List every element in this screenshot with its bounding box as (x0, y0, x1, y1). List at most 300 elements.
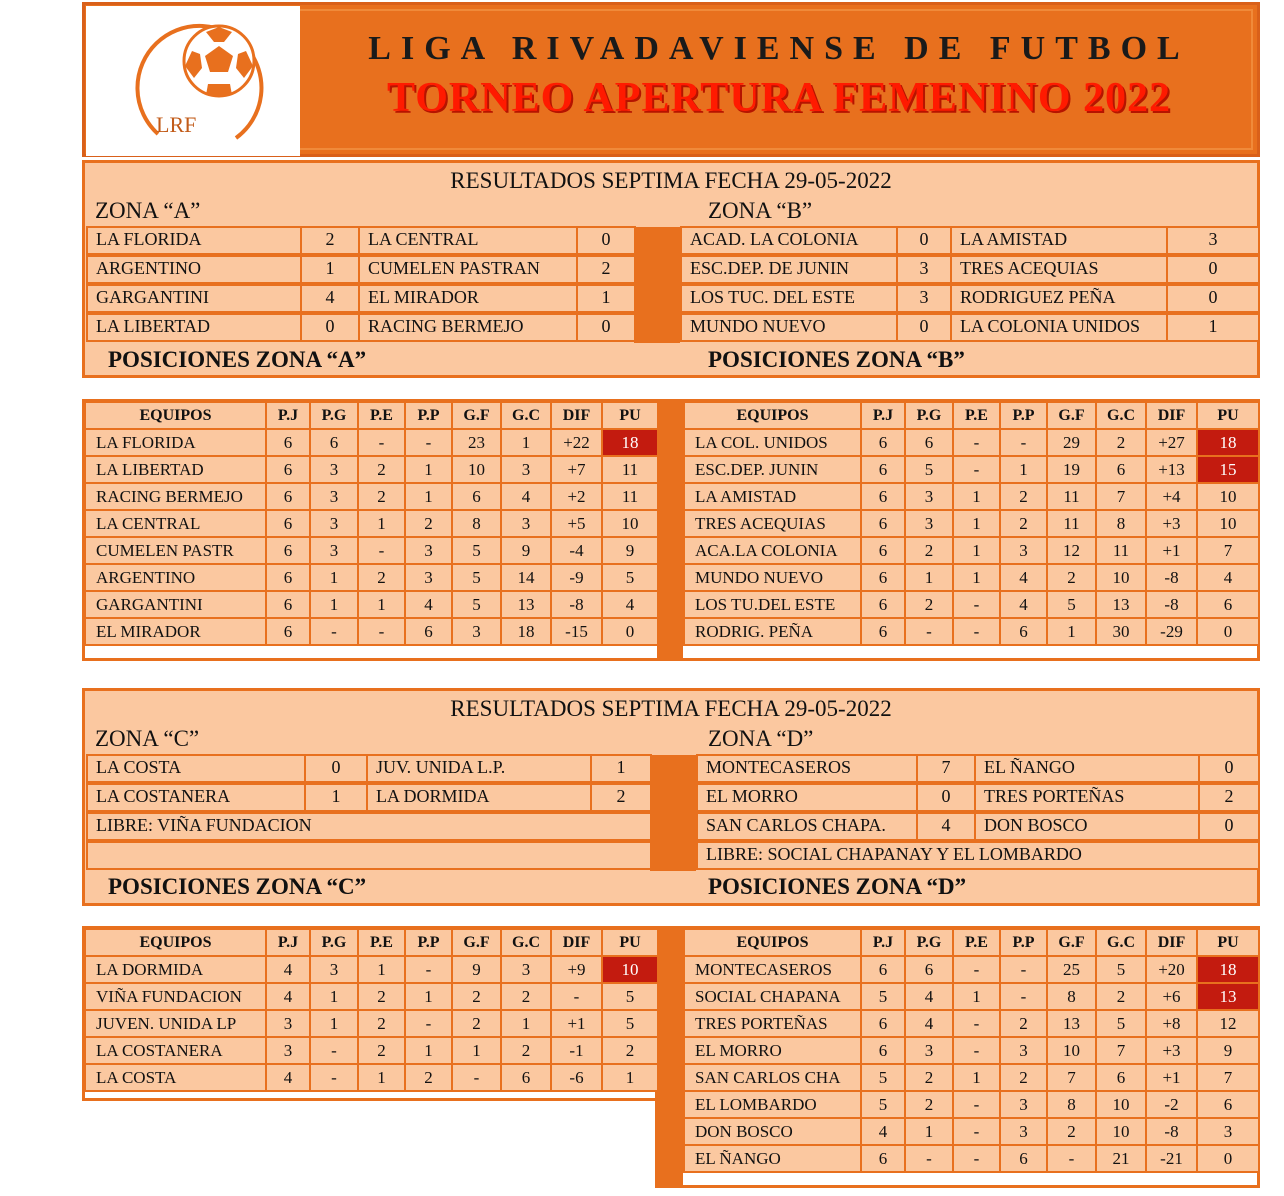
stat-cell: 6 (1000, 618, 1047, 645)
stat-cell: 2 (358, 483, 405, 510)
match-c-home-team: LA COSTANERA (86, 783, 306, 812)
stat-cell: - (1000, 956, 1047, 983)
stat-cell: 3 (1000, 1091, 1047, 1118)
match-b-home-team: LOS TUC. DEL ESTE (680, 284, 898, 313)
team-name: ESC.DEP. JUNIN (684, 456, 861, 483)
match-b-away-team: LA COLONIA UNIDOS (950, 313, 1168, 342)
stat-cell: 10 (1096, 1091, 1146, 1118)
stat-cell: 1 (953, 1064, 1000, 1091)
stat-cell: +3 (1146, 510, 1197, 537)
match-c-away-team: JUV. UNIDA L.P. (366, 754, 592, 783)
table-row (684, 591, 1259, 618)
table-header-row (85, 929, 658, 956)
stat-cell: 7 (1096, 1037, 1146, 1064)
column-header: P.P (405, 402, 452, 429)
positions-d-heading: POSICIONES ZONA “D” (708, 874, 967, 899)
stat-cell: 6 (266, 618, 310, 645)
points-cell: 3 (1197, 1118, 1259, 1145)
match-d-home-score: 4 (916, 812, 976, 841)
stat-cell: 4 (905, 983, 953, 1010)
stat-cell: 5 (1047, 591, 1096, 618)
stat-cell: 2 (1000, 1064, 1047, 1091)
match-b-home-score: 3 (896, 284, 952, 313)
column-header: P.J (266, 929, 310, 956)
stat-cell: +7 (551, 456, 602, 483)
stat-cell: 2 (452, 983, 501, 1010)
positions-a-heading: POSICIONES ZONA “A” (108, 347, 367, 372)
table-row (85, 591, 658, 618)
stat-cell: 6 (452, 483, 501, 510)
stat-cell: 6 (266, 456, 310, 483)
stat-cell: 6 (905, 956, 953, 983)
stat-cell: +1 (551, 1010, 602, 1037)
stat-cell: 10 (1096, 564, 1146, 591)
zone-c-label: ZONA “C” (95, 726, 200, 751)
stat-cell: 1 (501, 1010, 551, 1037)
column-header: G.F (1047, 402, 1096, 429)
match-a-away-team: CUMELEN PASTRAN (358, 255, 578, 284)
match-a-home-team: LA LIBERTAD (86, 313, 302, 342)
stat-cell: 1 (358, 591, 405, 618)
stat-cell: - (310, 618, 358, 645)
stat-cell: 2 (358, 456, 405, 483)
stat-cell: 3 (501, 510, 551, 537)
stat-cell: +20 (1146, 956, 1197, 983)
stat-cell: 1 (1047, 618, 1096, 645)
column-header: PU (602, 929, 658, 956)
stat-cell: 2 (358, 564, 405, 591)
team-name: LA DORMIDA (85, 956, 266, 983)
empty-row (86, 841, 652, 870)
stat-cell: 4 (266, 956, 310, 983)
column-header: DIF (551, 929, 602, 956)
stat-cell: 2 (501, 983, 551, 1010)
match-a-home-team: GARGANTINI (86, 284, 302, 313)
stat-cell: 2 (1000, 510, 1047, 537)
stat-cell: 5 (861, 1064, 905, 1091)
stat-cell: 5 (1096, 1010, 1146, 1037)
stat-cell: +1 (1146, 1064, 1197, 1091)
column-header: PU (602, 402, 658, 429)
stat-cell: -8 (551, 591, 602, 618)
match-a-home-score: 4 (300, 284, 360, 313)
points-cell: 18 (1197, 956, 1259, 983)
stat-cell: 6 (266, 537, 310, 564)
stat-cell: 1 (1000, 456, 1047, 483)
zone-d-label: ZONA “D” (708, 726, 814, 751)
stat-cell: 1 (310, 1010, 358, 1037)
stat-cell: 1 (310, 591, 358, 618)
points-cell: 5 (602, 564, 658, 591)
team-name: LA COSTANERA (85, 1037, 266, 1064)
table-row (684, 1064, 1259, 1091)
stat-cell: 6 (861, 483, 905, 510)
stat-cell: +4 (1146, 483, 1197, 510)
team-name: JUVEN. UNIDA LP (85, 1010, 266, 1037)
stat-cell: - (905, 1145, 953, 1172)
points-cell: 18 (602, 429, 658, 456)
column-header: P.J (861, 402, 905, 429)
points-cell: 4 (602, 591, 658, 618)
team-name: EL MORRO (684, 1037, 861, 1064)
match-c-away-score: 1 (590, 754, 652, 783)
stat-cell: 5 (1096, 956, 1146, 983)
match-d-home-team: SAN CARLOS CHAPA. (696, 812, 918, 841)
match-b-away-score: 0 (1166, 255, 1260, 284)
column-header: P.G (310, 402, 358, 429)
team-name: TRES ACEQUIAS (684, 510, 861, 537)
stat-cell: +3 (1146, 1037, 1197, 1064)
stat-cell: 6 (861, 618, 905, 645)
logo (86, 6, 300, 156)
stat-cell: 8 (1047, 1091, 1096, 1118)
stat-cell: 5 (452, 564, 501, 591)
stat-cell: 19 (1047, 456, 1096, 483)
stat-cell: 3 (405, 537, 452, 564)
stat-cell: 5 (861, 983, 905, 1010)
stat-cell: 6 (501, 1064, 551, 1091)
team-name: MONTECASEROS (684, 956, 861, 983)
column-header: P.P (1000, 402, 1047, 429)
team-name: EL ÑANGO (684, 1145, 861, 1172)
stat-cell: 1 (310, 983, 358, 1010)
stat-cell: 9 (452, 956, 501, 983)
points-cell: 4 (1197, 564, 1259, 591)
stat-cell: 4 (861, 1118, 905, 1145)
match-c-home-team: LA COSTA (86, 754, 306, 783)
stat-cell: 2 (405, 1064, 452, 1091)
table-row (85, 429, 658, 456)
stat-cell: - (953, 1010, 1000, 1037)
stat-cell: 13 (1096, 591, 1146, 618)
divider (650, 755, 696, 871)
table-row (85, 956, 658, 983)
stat-cell: +27 (1146, 429, 1197, 456)
match-a-home-score: 0 (300, 313, 360, 342)
stat-cell: 3 (310, 483, 358, 510)
stat-cell: 2 (1000, 483, 1047, 510)
column-header: DIF (551, 402, 602, 429)
stat-cell: -2 (1146, 1091, 1197, 1118)
stat-cell: +13 (1146, 456, 1197, 483)
table-row (684, 537, 1259, 564)
column-header: EQUIPOS (684, 402, 861, 429)
stat-cell: - (551, 983, 602, 1010)
team-name: LA CENTRAL (85, 510, 266, 537)
match-a-home-score: 1 (300, 255, 360, 284)
stat-cell: +8 (1146, 1010, 1197, 1037)
stat-cell: 3 (310, 456, 358, 483)
table-row (85, 564, 658, 591)
stat-cell: 7 (1047, 1064, 1096, 1091)
stat-cell: 6 (861, 1010, 905, 1037)
stat-cell: 3 (905, 1037, 953, 1064)
match-c-home-score: 0 (304, 754, 368, 783)
stat-cell: 2 (1047, 564, 1096, 591)
stat-cell: +9 (551, 956, 602, 983)
stat-cell: - (1047, 1145, 1096, 1172)
points-cell: 7 (1197, 537, 1259, 564)
table-row (85, 618, 658, 645)
standings-table-d (683, 928, 1260, 1173)
match-a-away-score: 1 (576, 284, 636, 313)
stat-cell: 6 (861, 456, 905, 483)
stat-cell: 10 (1047, 1037, 1096, 1064)
match-a-away-team: LA CENTRAL (358, 226, 578, 255)
stat-cell: +1 (1146, 537, 1197, 564)
stat-cell: 1 (310, 564, 358, 591)
match-c-away-score: 2 (590, 783, 652, 812)
stat-cell: 25 (1047, 956, 1096, 983)
stat-cell: 29 (1047, 429, 1096, 456)
table-row (85, 456, 658, 483)
stat-cell: - (953, 956, 1000, 983)
stat-cell: 2 (501, 1037, 551, 1064)
team-name: EL LOMBARDO (684, 1091, 861, 1118)
stat-cell: - (953, 1037, 1000, 1064)
match-b-away-team: LA AMISTAD (950, 226, 1168, 255)
stat-cell: 1 (452, 1037, 501, 1064)
team-name: ACA.LA COLONIA (684, 537, 861, 564)
stat-cell: 2 (358, 1037, 405, 1064)
stat-cell: +2 (551, 483, 602, 510)
match-c-away-team: LA DORMIDA (366, 783, 592, 812)
points-cell: 9 (602, 537, 658, 564)
table-row (684, 483, 1259, 510)
stat-cell: 1 (405, 1037, 452, 1064)
stat-cell: 1 (358, 1064, 405, 1091)
stat-cell: 5 (905, 456, 953, 483)
stat-cell: 1 (953, 564, 1000, 591)
stat-cell: 5 (861, 1091, 905, 1118)
stat-cell: -1 (551, 1037, 602, 1064)
column-header: P.E (953, 402, 1000, 429)
match-a-away-score: 2 (576, 255, 636, 284)
stat-cell: 10 (1096, 1118, 1146, 1145)
stat-cell: +6 (1146, 983, 1197, 1010)
match-b-home-score: 3 (896, 255, 952, 284)
stat-cell: 10 (452, 456, 501, 483)
column-header: DIF (1146, 929, 1197, 956)
stat-cell: 18 (501, 618, 551, 645)
match-d-away-score: 0 (1198, 812, 1260, 841)
stat-cell: 2 (1047, 1118, 1096, 1145)
libre-c: LIBRE: VIÑA FUNDACION (86, 812, 652, 841)
match-d-away-score: 0 (1198, 754, 1260, 783)
league-title: LIGA RIVADAVIENSE DE FUTBOL (368, 30, 1190, 67)
table-row (684, 983, 1259, 1010)
team-name: RODRIG. PEÑA (684, 618, 861, 645)
match-a-home-score: 2 (300, 226, 360, 255)
stat-cell: 1 (501, 429, 551, 456)
stat-cell: 21 (1096, 1145, 1146, 1172)
points-cell: 0 (1197, 618, 1259, 645)
stat-cell: 13 (1047, 1010, 1096, 1037)
stat-cell: 1 (953, 537, 1000, 564)
stat-cell: 3 (310, 537, 358, 564)
stat-cell: -29 (1146, 618, 1197, 645)
match-d-away-team: TRES PORTEÑAS (974, 783, 1200, 812)
table-row (684, 1145, 1259, 1172)
stat-cell: 6 (405, 618, 452, 645)
stat-cell: - (953, 1118, 1000, 1145)
match-a-away-team: EL MIRADOR (358, 284, 578, 313)
stat-cell: 6 (861, 510, 905, 537)
team-name: LA FLORIDA (85, 429, 266, 456)
column-header: G.C (1096, 402, 1146, 429)
stat-cell: - (953, 456, 1000, 483)
column-header: EQUIPOS (85, 929, 266, 956)
zone-b-label: ZONA “B” (708, 198, 813, 223)
stat-cell: 3 (266, 1010, 310, 1037)
stat-cell: 6 (266, 429, 310, 456)
stat-cell: -8 (1146, 1118, 1197, 1145)
column-header: P.E (953, 929, 1000, 956)
column-header: G.F (1047, 929, 1096, 956)
column-header: EQUIPOS (85, 402, 266, 429)
table-row (684, 564, 1259, 591)
table-row (85, 983, 658, 1010)
stat-cell: 3 (905, 483, 953, 510)
column-header: P.J (861, 929, 905, 956)
team-name: MUNDO NUEVO (684, 564, 861, 591)
stat-cell: -8 (1146, 591, 1197, 618)
match-b-home-score: 0 (896, 226, 952, 255)
team-name: ARGENTINO (85, 564, 266, 591)
table-row (684, 1010, 1259, 1037)
stat-cell: 3 (405, 564, 452, 591)
stat-cell: 2 (358, 1010, 405, 1037)
table-row (684, 456, 1259, 483)
column-header: P.E (358, 402, 405, 429)
stat-cell: 5 (452, 591, 501, 618)
stat-cell: 5 (452, 537, 501, 564)
stat-cell: 3 (501, 956, 551, 983)
table-row (85, 1010, 658, 1037)
match-a-home-team: LA FLORIDA (86, 226, 302, 255)
points-cell: 18 (1197, 429, 1259, 456)
points-cell: 10 (1197, 483, 1259, 510)
stat-cell: 2 (905, 1064, 953, 1091)
match-b-away-team: TRES ACEQUIAS (950, 255, 1168, 284)
stat-cell: - (905, 618, 953, 645)
stat-cell: 3 (1000, 1037, 1047, 1064)
column-header: P.P (1000, 929, 1047, 956)
points-cell: 0 (1197, 1145, 1259, 1172)
points-cell: 7 (1197, 1064, 1259, 1091)
table-row (684, 510, 1259, 537)
points-cell: 2 (602, 1037, 658, 1064)
match-b-away-score: 3 (1166, 226, 1260, 255)
points-cell: 5 (602, 1010, 658, 1037)
stat-cell: 6 (266, 564, 310, 591)
stat-cell: 1 (358, 510, 405, 537)
points-cell: 13 (1197, 983, 1259, 1010)
column-header: EQUIPOS (684, 929, 861, 956)
team-name: VIÑA FUNDACION (85, 983, 266, 1010)
column-header: G.C (1096, 929, 1146, 956)
column-header: G.F (452, 402, 501, 429)
positions-b-heading: POSICIONES ZONA “B” (708, 347, 965, 372)
team-name: LOS TU.DEL ESTE (684, 591, 861, 618)
column-header: P.J (266, 402, 310, 429)
stat-cell: 2 (905, 1091, 953, 1118)
match-a-away-team: RACING BERMEJO (358, 313, 578, 342)
soccer-ball-icon (86, 6, 300, 156)
results-title-cd: RESULTADOS SEPTIMA FECHA 29-05-2022 (450, 696, 892, 721)
stat-cell: 12 (1047, 537, 1096, 564)
standings-table-b (683, 401, 1260, 646)
stat-cell: -21 (1146, 1145, 1197, 1172)
points-cell: 1 (602, 1064, 658, 1091)
stat-cell: 2 (1096, 429, 1146, 456)
stat-cell: 4 (501, 483, 551, 510)
stat-cell: - (953, 591, 1000, 618)
team-name: EL MIRADOR (85, 618, 266, 645)
stat-cell: 13 (501, 591, 551, 618)
stat-cell: 4 (266, 983, 310, 1010)
stat-cell: - (310, 1037, 358, 1064)
stat-cell: 9 (501, 537, 551, 564)
stat-cell: 3 (266, 1037, 310, 1064)
points-cell: 10 (602, 956, 658, 983)
column-header: PU (1197, 929, 1259, 956)
divider (634, 227, 680, 343)
match-b-away-score: 0 (1166, 284, 1260, 313)
table-row (684, 1037, 1259, 1064)
points-cell: 10 (602, 510, 658, 537)
stat-cell: 11 (1047, 483, 1096, 510)
stat-cell: 1 (953, 483, 1000, 510)
positions-c-heading: POSICIONES ZONA “C” (108, 874, 367, 899)
match-b-home-score: 0 (896, 313, 952, 342)
column-header: DIF (1146, 402, 1197, 429)
zone-a-label: ZONA “A” (95, 198, 201, 223)
column-header: G.C (501, 929, 551, 956)
tournament-title: TORNEO APERTURA FEMENINO 2022 (387, 75, 1171, 121)
match-c-home-score: 1 (304, 783, 368, 812)
stat-cell: 6 (310, 429, 358, 456)
match-b-away-score: 1 (1166, 313, 1260, 342)
team-name: TRES PORTEÑAS (684, 1010, 861, 1037)
column-header: G.F (452, 929, 501, 956)
stat-cell: -6 (551, 1064, 602, 1091)
stat-cell: 3 (310, 956, 358, 983)
stat-cell: 1 (405, 483, 452, 510)
stat-cell: 2 (905, 537, 953, 564)
match-d-away-team: EL ÑANGO (974, 754, 1200, 783)
stat-cell: 2 (1096, 983, 1146, 1010)
stat-cell: 6 (1000, 1145, 1047, 1172)
stat-cell: - (953, 1091, 1000, 1118)
stat-cell: 1 (905, 564, 953, 591)
svg-text:LRF: LRF (156, 112, 197, 137)
team-name: LA COSTA (85, 1064, 266, 1091)
team-name: CUMELEN PASTR (85, 537, 266, 564)
team-name: RACING BERMEJO (85, 483, 266, 510)
stat-cell: 3 (452, 618, 501, 645)
stat-cell: 3 (501, 456, 551, 483)
stat-cell: 4 (905, 1010, 953, 1037)
stat-cell: - (405, 1010, 452, 1037)
team-name: SAN CARLOS CHA (684, 1064, 861, 1091)
stat-cell: 14 (501, 564, 551, 591)
stat-cell: 6 (266, 510, 310, 537)
stat-cell: 11 (1096, 537, 1146, 564)
stat-cell: 6 (266, 483, 310, 510)
standings-table-a (84, 401, 659, 646)
team-name: SOCIAL CHAPANA (684, 983, 861, 1010)
